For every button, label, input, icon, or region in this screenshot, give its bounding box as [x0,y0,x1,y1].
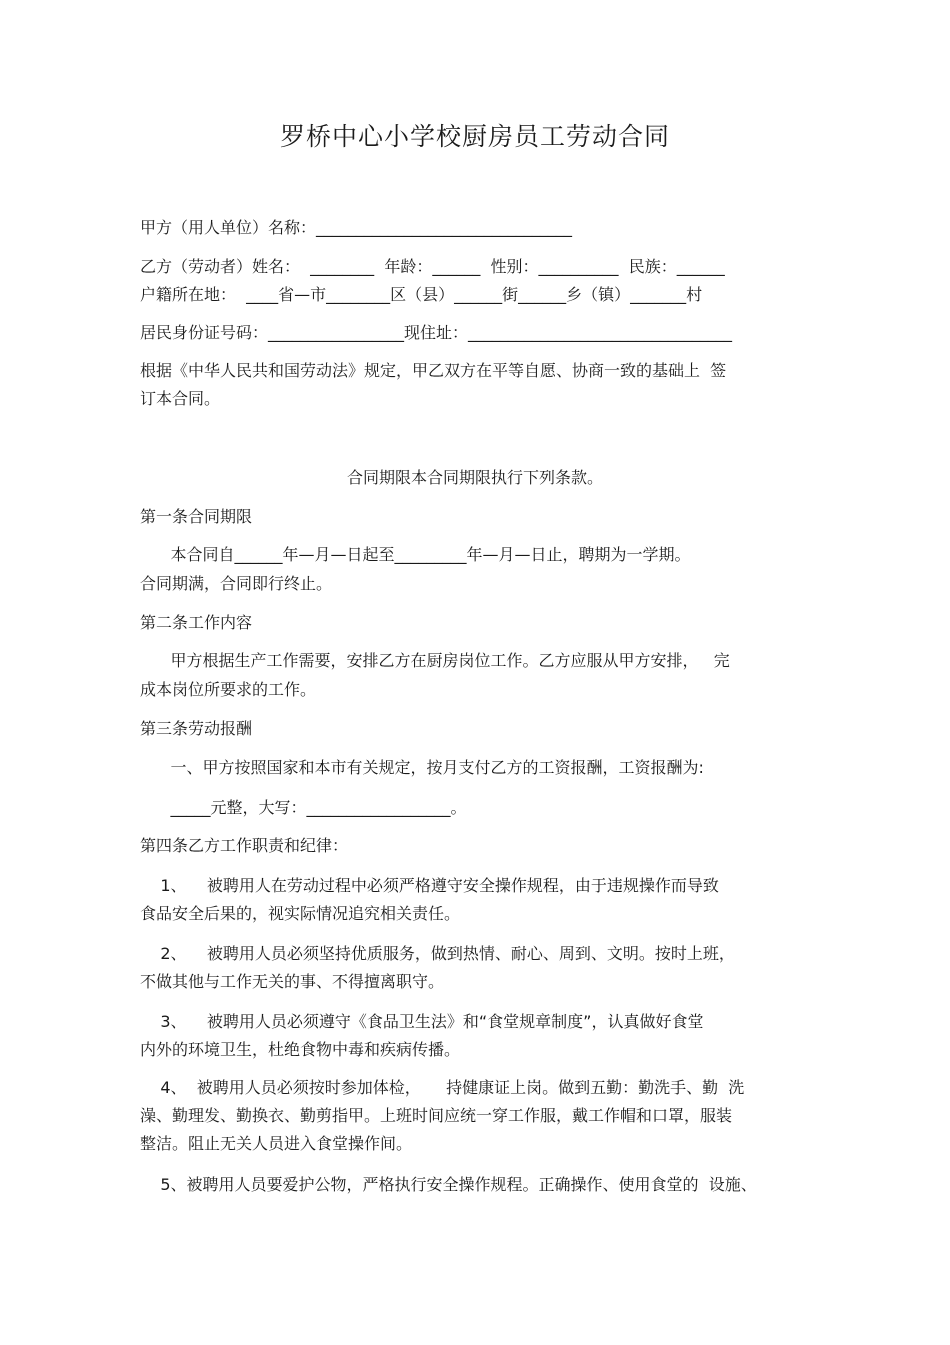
article-4-item-4-line-3: 整洁。阻止无关人员进入食堂操作间。 [140,1134,413,1153]
article-4-item-4-line-1: 4、 被聘用人员必须按时参加体检， 持健康证上岗。做到五勤：勤洗手、勤 洗 [140,1078,745,1097]
article-4-item-5-line-1: 5、被聘用人员要爱护公物，严格执行安全操作规程。正确操作、使用食堂的 设施、 [140,1175,757,1194]
article-1-heading: 第一条合同期限 [140,507,253,526]
article-1-text-1: 本合同自______年—月—日起至_________年—月—日止，聘期为一学期。 [140,545,691,564]
household-registration-line: 户籍所在地： ____省—市________区（县）______街______乡（镇）_______村 [140,285,703,304]
party-a-name-line: 甲方（用人单位）名称：________________________________ [140,218,573,237]
article-3-heading: 第三条劳动报酬 [140,719,253,738]
id-number-address-line: 居民身份证号码：_________________现住址：_________________________________ [140,323,733,342]
article-4-item-2-line-1: 2、 被聘用人员必须坚持优质服务，做到热情、耐心、周到、文明。按时上班， [140,944,735,963]
document-title: 罗桥中心小学校厨房员工劳动合同 [279,122,670,151]
preamble-line-2: 订本合同。 [140,389,221,408]
article-2-text-2: 成本岗位所要求的工作。 [140,680,317,699]
article-2-heading: 第二条工作内容 [140,613,253,632]
preamble-line-1: 根据《中华人民共和国劳动法》规定，甲乙双方在平等自愿、协商一致的基础上 签 [140,361,727,380]
article-4-item-1-line-1: 1、 被聘用人在劳动过程中必须严格遵守安全操作规程，由于违规操作而导致 [140,876,719,895]
article-4-heading: 第四条乙方工作职责和纪律： [140,836,349,855]
article-3-text-1: 一、甲方按照国家和本市有关规定，按月支付乙方的工资报酬，工资报酬为: [140,758,704,777]
article-4-item-3-line-1: 3、 被聘用人员必须遵守《食品卫生法》和“食堂规章制度”，认真做好食堂 [140,1012,704,1031]
article-4-item-1-line-2: 食品安全后果的，视实际情况追究相关责任。 [140,904,461,923]
article-1-text-2: 合同期满，合同即行终止。 [140,574,333,593]
article-4-item-3-line-2: 内外的环境卫生，杜绝食物中毒和疾病传播。 [140,1040,461,1059]
article-4-item-2-line-2: 不做其他与工作无关的事、不得擅离职守。 [140,972,445,991]
article-3-text-2: _____元整，大写：__________________。 [140,798,467,817]
article-4-item-4-line-2: 澡、勤理发、勤换衣、勤剪指甲。上班时间应统一穿工作服，戴工作帽和口罩，服装 [140,1106,733,1125]
contract-term-heading: 合同期限本合同期限执行下列条款。 [346,468,603,487]
party-b-info-line: 乙方（劳动者）姓名： ________ 年龄：______ 性别：__________ 民族：______ [140,257,725,276]
article-2-text-1: 甲方根据生产工作需要，安排乙方在厨房岗位工作。乙方应服从甲方安排， 完 [140,651,730,670]
